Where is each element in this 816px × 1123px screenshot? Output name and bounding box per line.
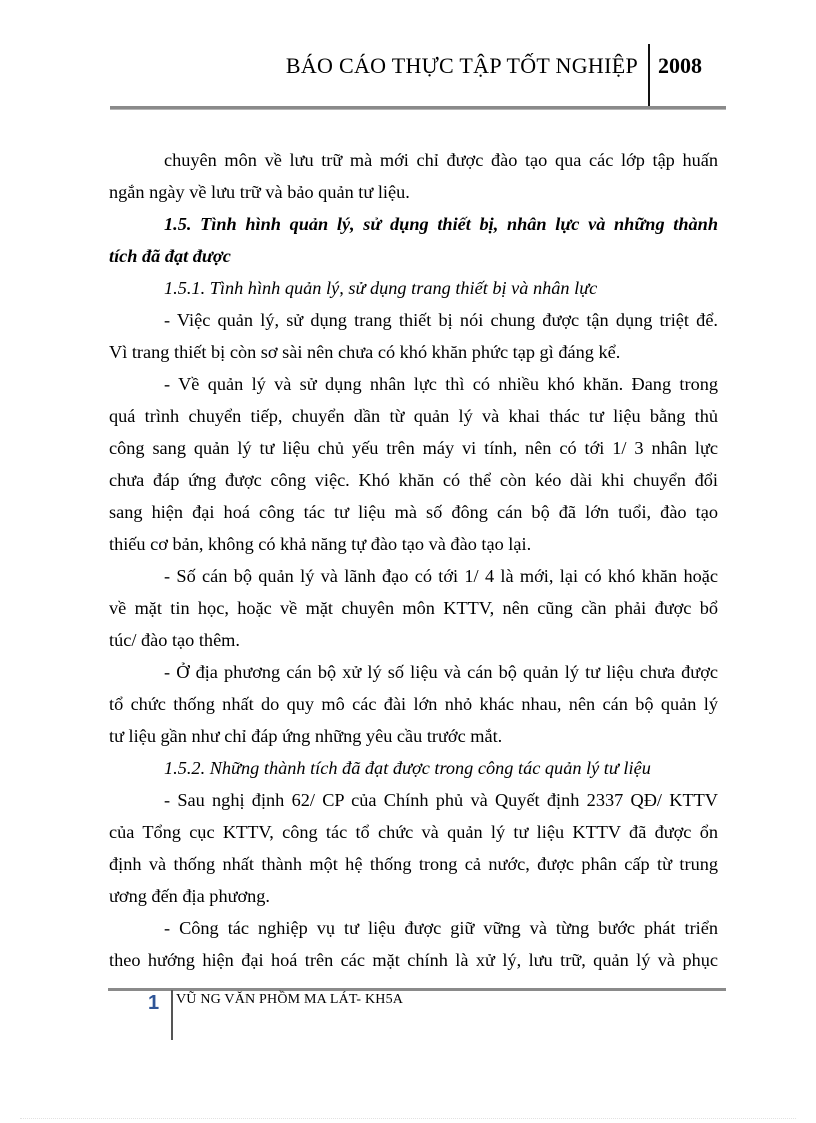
paragraph-line: - Số cán bộ quản lý và lãnh đạo có tới 1/ 4 là mới, lại có khó khăn hoặc bbox=[164, 566, 718, 586]
footer-author: VŨ NG VĂN PHỒM MA LÁT- KH5A bbox=[176, 992, 404, 1007]
paragraph-line: chuyên môn về lưu trữ mà mới chỉ được đào tạo qua các lớp tập huấn bbox=[164, 150, 718, 170]
footer-rule bbox=[108, 988, 726, 991]
paragraph-line: quá trình chuyển tiếp, chuyển dần từ quản lý và khai thác tư liệu bằng thủ bbox=[109, 406, 718, 426]
paragraph-line: Vì trang thiết bị còn sơ sài nên chưa có khó khăn phức tạp gì đáng kể. bbox=[109, 342, 621, 362]
page-number: 1 bbox=[148, 992, 160, 1014]
footer-divider bbox=[171, 990, 173, 1040]
paragraph-line: - Công tác nghiệp vụ tư liệu được giữ vững và từng bước phát triển bbox=[164, 918, 718, 938]
subsection-heading: 1.5.2. Những thành tích đã đạt được trong công tác quản lý tư liệu bbox=[164, 758, 651, 778]
paragraph-line: sang hiện đại hoá công tác tư liệu mà số đông cán bộ đã lớn tuổi, đào tạo bbox=[109, 502, 718, 522]
section-heading: tích đã đạt được bbox=[109, 246, 231, 266]
paragraph-line: công sang quản lý tư liệu chủ yếu trên máy vi tính, nên có tới 1/ 3 nhân lực bbox=[109, 438, 718, 458]
header-divider bbox=[648, 44, 650, 108]
subsection-heading: 1.5.1. Tình hình quản lý, sử dụng trang thiết bị và nhân lực bbox=[164, 278, 598, 298]
header-title: BÁO CÁO THỰC TẬP TỐT NGHIỆP bbox=[285, 53, 638, 78]
paragraph-line: - Sau nghị định 62/ CP của Chính phủ và Quyết định 2337 QĐ/ KTTV bbox=[164, 790, 718, 810]
paragraph-line: - Ở địa phương cán bộ xử lý số liệu và cán bộ quản lý tư liệu chưa được bbox=[164, 662, 718, 682]
header-rule bbox=[110, 106, 726, 110]
paragraph-line: tư liệu gần như chỉ đáp ứng những yêu cầu trước mắt. bbox=[109, 726, 503, 746]
body-text bbox=[109, 144, 718, 976]
page-bottom-edge bbox=[20, 1118, 796, 1119]
paragraph-line: ương đến địa phương. bbox=[109, 886, 271, 906]
section-heading: 1.5. Tình hình quản lý, sử dụng thiết bị, nhân lực và những thành bbox=[164, 214, 718, 234]
paragraph-line: tổ chức thống nhất do quy mô các đài lớn nhỏ khác nhau, nên cán bộ quản lý bbox=[109, 694, 718, 714]
paragraph-line: ngắn ngày về lưu trữ và bảo quản tư liệu. bbox=[109, 182, 410, 202]
paragraph-line: chưa đáp ứng được công việc. Khó khăn có thể còn kéo dài khi chuyển đổi bbox=[109, 470, 718, 490]
paragraph-line: theo hướng hiện đại hoá trên các mặt chính là xử lý, lưu trữ, quản lý và phục bbox=[109, 950, 718, 970]
paragraph-line: về mặt tin học, hoặc về mặt chuyên môn KTTV, nên cũng cần phải được bổ bbox=[109, 598, 718, 618]
paragraph-line: túc/ đào tạo thêm. bbox=[109, 630, 240, 650]
paragraph-line: thiếu cơ bản, không có khả năng tự đào tạo và đào tạo lại. bbox=[109, 534, 532, 554]
paragraph-line: - Việc quản lý, sử dụng trang thiết bị nói chung được tận dụng triệt để. bbox=[164, 310, 718, 330]
paragraph-line: của Tổng cục KTTV, công tác tổ chức và quản lý tư liệu KTTV đã được ổn bbox=[109, 822, 718, 842]
header-year: 2008 bbox=[658, 53, 702, 78]
paragraph-line: định và thống nhất thành một hệ thống trong cả nước, được phân cấp từ trung bbox=[109, 854, 718, 874]
paragraph-line: - Về quản lý và sử dụng nhân lực thì có nhiều khó khăn. Đang trong bbox=[164, 374, 718, 394]
